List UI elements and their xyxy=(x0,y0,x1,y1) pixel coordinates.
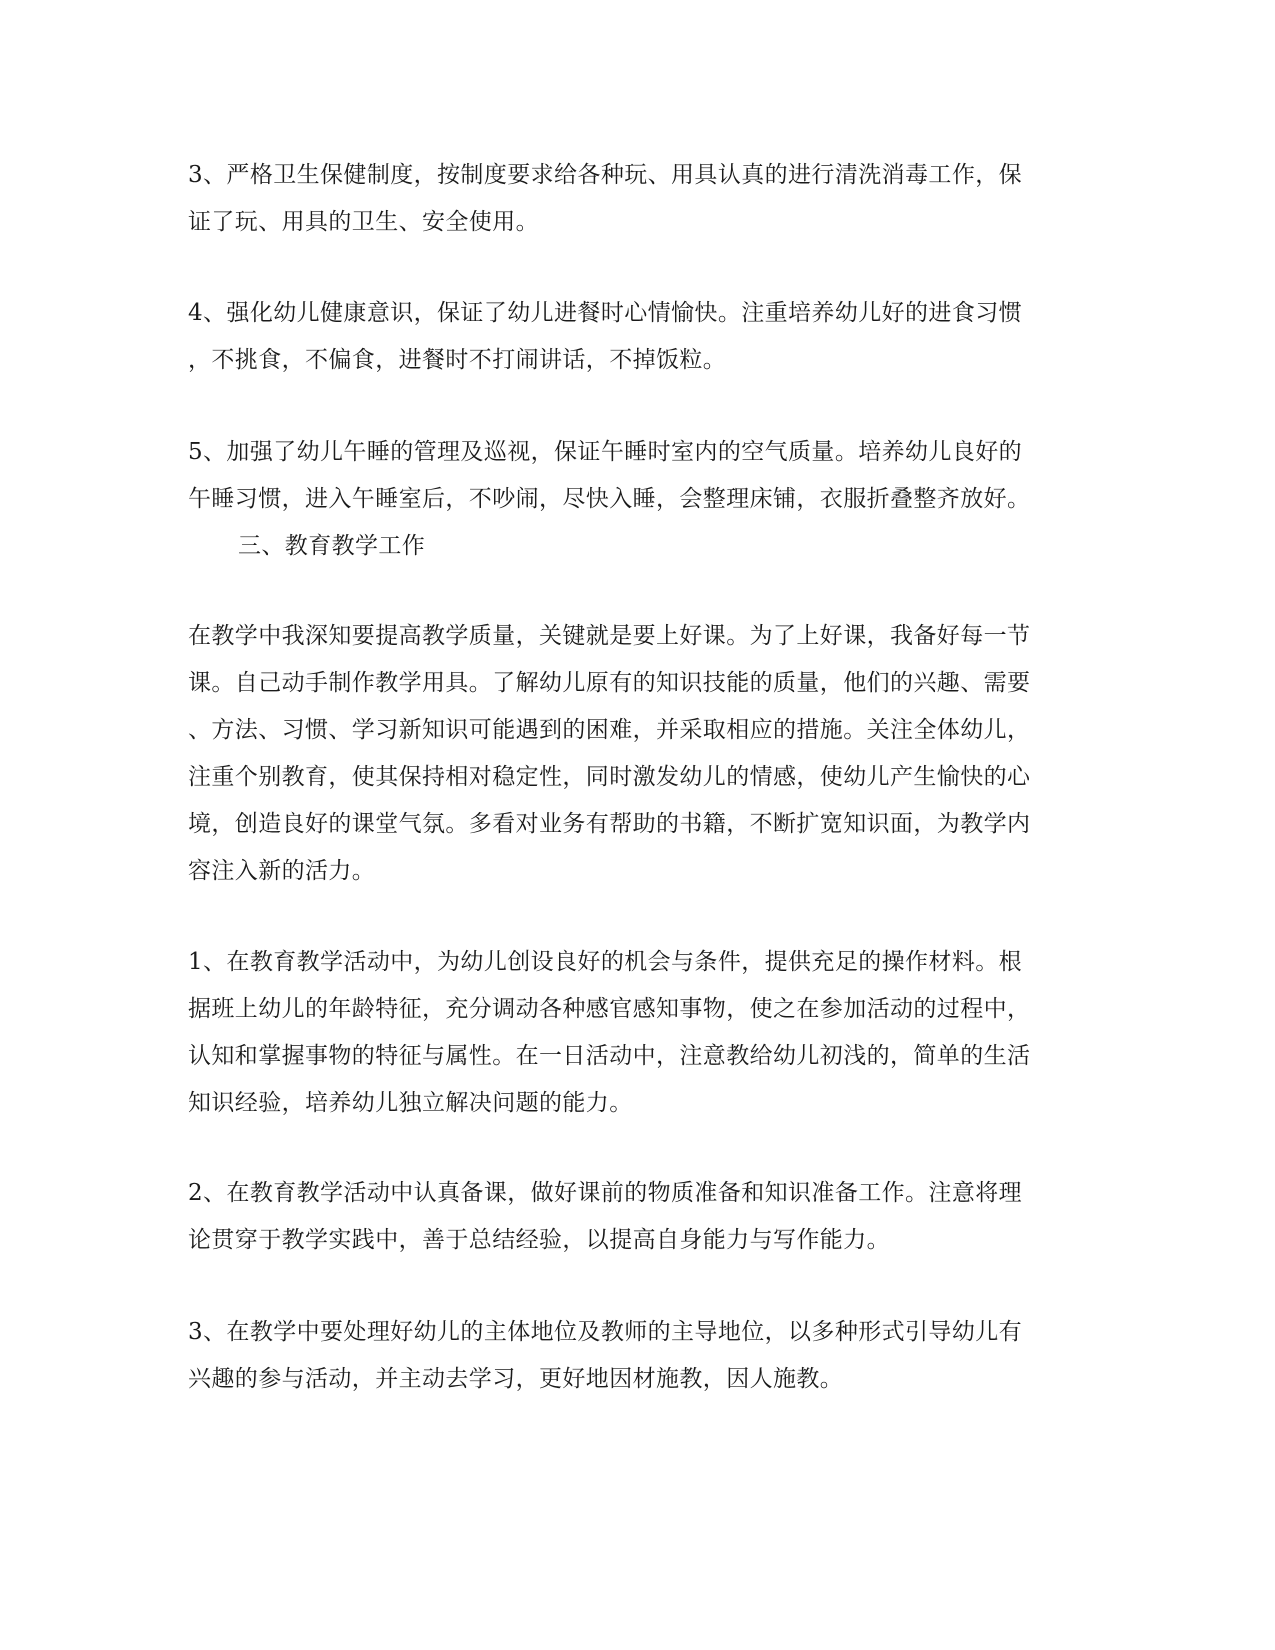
paragraph-teaching-item-3: 3、在教学中要处理好幼儿的主体地位及教师的主导地位，以多种形式引导幼儿有 兴趣的参与活动，并主动去学习，更好地因材施教，因人施教。 xyxy=(188,1319,1023,1392)
paragraph-teaching-item-1: 1、在教育教学活动中，为幼儿创设良好的机会与条件，提供充足的操作材料。根 据班上幼儿的年龄特征，充分调动各种感官感知事物，使之在参加活动的过程中， 认知和掌握事物的特征与属性。在一日活动中，注意教给幼儿初浅的，简单的生活 知识经验，培养幼儿独立解决问题的能力。 xyxy=(188,949,1031,1116)
paragraph-teaching-item-2: 2、在教育教学活动中认真备课，做好课前的物质准备和知识准备工作。注意将理 论贯穿于教学实践中，善于总结经验，以提高自身能力与写作能力。 xyxy=(188,1180,1023,1253)
paragraph-health-awareness: 4、强化幼儿健康意识，保证了幼儿进餐时心情愉快。注重培养幼儿好的进食习惯 ，不挑食，不偏食，进餐时不打闹讲话，不掉饭粒。 xyxy=(188,300,1023,373)
section-heading: 三、教育教学工作 xyxy=(238,533,426,559)
paragraph-hygiene-care: 3、严格卫生保健制度，按制度要求给各种玩、用具认真的进行清洗消毒工作，保 证了玩、用具的卫生、安全使用。 xyxy=(188,162,1023,235)
paragraph-teaching-quality: 在教学中我深知要提高教学质量，关键就是要上好课。为了上好课，我备好每一节 课。自己动手制作教学用具。了解幼儿原有的知识技能的质量，他们的兴趣、需要 、方法、习惯、学习新知识可能遇到的困难，并采取相应的措施。关注全体幼儿， 注重个别教育，使其保持相对稳定性，同时激发幼儿的情感，使幼儿产生愉快的心 境，创造良好的课堂气氛。多看对业务有帮助的书籍，不断扩宽知识面，为教学内 容注入新的活力。 xyxy=(188,623,1031,884)
paragraph-nap-management: 5、加强了幼儿午睡的管理及巡视，保证午睡时室内的空气质量。培养幼儿良好的 午睡习惯，进入午睡室后，不吵闹，尽快入睡，会整理床铺，衣服折叠整齐放好。 xyxy=(188,439,1031,512)
